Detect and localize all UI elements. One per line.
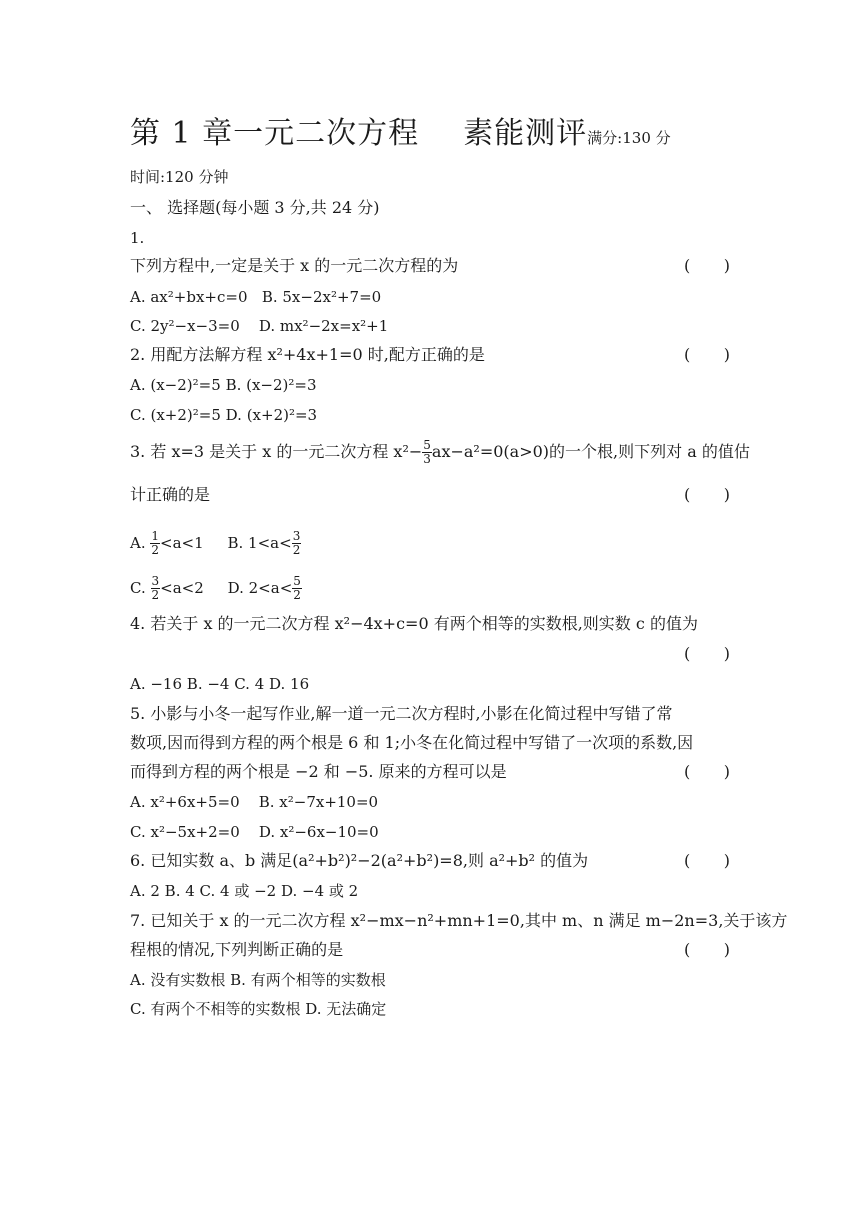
answer-paren: ( ): [684, 762, 730, 781]
q5-stem-line1: 5. 小影与小冬一起写作业,解一道一元二次方程时,小影在化简过程中写错了常: [130, 704, 673, 723]
q4-stem: 4. 若关于 x 的一元二次方程 x²−4x+c=0 有两个相等的实数根,则实数 c 的值为: [130, 614, 698, 633]
q3-stem-line2: 计正确的是 ( ): [130, 485, 730, 504]
answer-paren: ( ): [684, 940, 730, 959]
q1-option-d: D. mx²−2x=x²+1: [258, 317, 389, 335]
q3-stem-line1: 3. 若 x=3 是关于 x 的一元二次方程 x²− $\frac{5}{3}$ ax−a²=0(a>0)的一个根,则下列对 a 的值估: [130, 438, 750, 466]
q1-number: 1.: [130, 229, 145, 247]
q2-stem: [130, 345, 730, 365]
q3-options-ab: [130, 530, 730, 557]
answer-paren: ( ): [684, 851, 730, 870]
q3-option-c: C. $\frac{3}{2}$ <a<2: [130, 574, 204, 602]
q3-option-d: D. 2<a< $\frac{5}{2}$: [227, 574, 301, 602]
answer-paren: ( ): [684, 345, 730, 364]
q2-option-d: D. (x+2)²=3: [225, 406, 318, 424]
q7-stem-line1: 7. 已知关于 x 的一元二次方程 x²−mx−n²+mn+1=0,其中 m、n 满足 m−2n=3,关于该方: [130, 911, 788, 930]
q1-stem: [130, 256, 730, 276]
q6-options: A. 2 B. 4 C. 4 或 −2 D. −4 或 2: [130, 882, 359, 900]
q2-option-a: A. (x−2)²=5: [130, 376, 221, 394]
fraction: $\frac{5}{3}$: [423, 438, 431, 466]
q5-stem-line2: 数项,因而得到方程的两个根是 6 和 1;小冬在化简过程中写错了一次项的系数,因: [130, 733, 694, 752]
time-limit: 时间:120 分钟: [130, 168, 229, 186]
q2-options-cd: [130, 405, 730, 425]
q4-options: A. −16 B. −4 C. 4 D. 16: [130, 675, 310, 693]
full-score: 满分:130 分: [587, 129, 671, 147]
answer-paren: ( ): [684, 644, 730, 663]
q1-option-b: B. 5x−2x²+7=0: [261, 288, 382, 306]
q5-options-ab: [130, 792, 730, 812]
section-heading: 一、 选择题(每小题 3 分,共 24 分): [130, 198, 380, 217]
chapter-title: [130, 108, 671, 152]
q1-options-ab: [130, 287, 730, 307]
q2-stem-text: 2. 用配方法解方程 x²+4x+1=0 时,配方正确的是: [130, 345, 485, 364]
q1-stem-text: 下列方程中,一定是关于 x 的一元二次方程的为: [130, 256, 459, 275]
q3-option-a: A. $\frac{1}{2}$ <a<1: [130, 529, 204, 557]
q1-options-cd: [130, 316, 730, 336]
answer-paren: ( ): [684, 485, 730, 504]
q1-option-c: C. 2y²−x−3=0: [130, 317, 240, 335]
title-main: 第 1 章一元二次方程: [130, 116, 420, 151]
q5-option-c: C. x²−5x+2=0: [130, 823, 240, 841]
answer-paren: ( ): [684, 256, 730, 275]
q1-option-a: A. ax²+bx+c=0: [130, 288, 248, 306]
q5-option-a: A. x²+6x+5=0: [130, 793, 240, 811]
title-sub: 素能测评: [463, 116, 588, 151]
q5-options-cd: [130, 822, 730, 842]
q3-options-cd: [130, 575, 730, 602]
q5-stem-line3: 而得到方程的两个根是 −2 和 −5. 原来的方程可以是 ( ): [130, 762, 730, 781]
q7-stem-line2: 程根的情况,下列判断正确的是 ( ): [130, 940, 730, 959]
q6-stem: 6. 已知实数 a、b 满足(a²+b²)²−2(a²+b²)=8,则 a²+b² 的值为 ( ): [130, 851, 730, 870]
q5-option-b: B. x²−7x+10=0: [258, 793, 379, 811]
q3-option-b: B. 1<a< $\frac{3}{2}$: [227, 529, 301, 557]
q7-options-ab: A. 没有实数根 B. 有两个相等的实数根: [130, 971, 386, 989]
q7-options-cd: C. 有两个不相等的实数根 D. 无法确定: [130, 1000, 387, 1018]
q5-option-d: D. x²−6x−10=0: [258, 823, 379, 841]
q2-option-c: C. (x+2)²=5: [130, 406, 221, 424]
q2-options-ab: [130, 375, 730, 395]
q2-option-b: B. (x−2)²=3: [225, 376, 317, 394]
